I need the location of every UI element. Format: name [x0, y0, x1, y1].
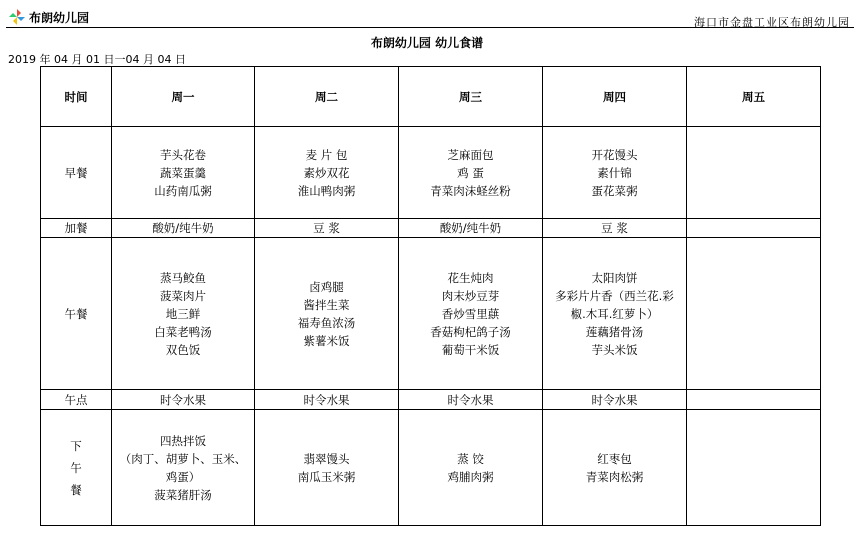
breakfast-wed [399, 127, 543, 219]
kindergarten-logo [8, 8, 89, 26]
afternoon-snack-thu [543, 390, 687, 410]
dish-item: 莲藕猪骨汤 [585, 324, 644, 339]
column-header-wed: 周三 [399, 67, 543, 127]
dish-item: （肉丁、胡萝卜、玉米、 [119, 451, 247, 466]
afternoon-snack-tue [255, 390, 399, 410]
breakfast-thu [543, 127, 687, 219]
dinner-mon [112, 410, 255, 526]
row-label-dinner-char: 下 [70, 438, 82, 453]
menu-table [40, 66, 821, 526]
dish-item: 素什锦 [597, 165, 632, 180]
date-range: 2019 年 04 月 01 日一04 月 04 日 [8, 53, 186, 66]
dish-item: 花生炖肉 [447, 270, 494, 285]
row-label-breakfast: 早餐 [41, 127, 112, 219]
snack-fri [687, 219, 821, 238]
dish-item: 素炒双花 [303, 165, 350, 180]
lunch-thu [543, 238, 687, 390]
dish-item: 香炒雪里蕻 [441, 306, 500, 321]
lunch-row [41, 238, 821, 390]
row-label-lunch: 午餐 [41, 238, 112, 390]
dish-item: 翡翠馒头 [303, 451, 350, 466]
dish-item: 香菇枸杞鸽子汤 [430, 324, 511, 339]
dish-item: 青菜肉沫蛏丝粉 [430, 183, 511, 198]
dish-item: 开花馒头 [591, 147, 638, 162]
dish-item: 麦 片 包 [305, 147, 348, 162]
row-label-snack: 加餐 [41, 219, 112, 238]
column-header-tue: 周二 [255, 67, 399, 127]
dish-item: 四热拌饭 [160, 433, 206, 448]
dish-item: 蔬菜蛋羹 [160, 165, 206, 180]
dish-item: 鸡蛋） [165, 469, 201, 484]
dish-item: 芝麻面包 [447, 147, 494, 162]
table-header-row [41, 67, 821, 127]
row-label-dinner-char: 午 [70, 460, 82, 475]
dish-item: 时令水果 [591, 392, 638, 407]
snack-mon [112, 219, 255, 238]
dinner-thu [543, 410, 687, 526]
column-header-fri: 周五 [687, 67, 821, 127]
dinner-row [41, 410, 821, 526]
dish-item: 酱拌生菜 [303, 297, 350, 312]
column-header-thu: 周四 [543, 67, 687, 127]
dish-item: 南瓜玉米粥 [297, 469, 356, 484]
afternoon-snack-fri [687, 390, 821, 410]
lunch-tue [255, 238, 399, 390]
dinner-tue [255, 410, 399, 526]
breakfast-fri [687, 127, 821, 219]
header-divider [6, 27, 854, 28]
breakfast-mon [112, 127, 255, 219]
dish-item: 淮山鸭肉粥 [297, 183, 356, 198]
snack-thu [543, 219, 687, 238]
dinner-fri [687, 410, 821, 526]
dish-item: 山药南瓜粥 [154, 183, 212, 198]
lunch-wed [399, 238, 543, 390]
page-title: 布朗幼儿园 幼儿食谱 [370, 36, 484, 50]
dish-item: 椒.木耳.红萝卜） [570, 306, 659, 321]
dish-item: 白菜老鸭汤 [154, 324, 212, 339]
dish-item: 芋头米饭 [591, 342, 638, 357]
dish-item: 时令水果 [303, 392, 350, 407]
dish-item: 豆 浆 [313, 221, 340, 235]
dish-item: 芋头花卷 [160, 147, 206, 162]
dish-item: 豆 浆 [601, 221, 628, 235]
pinwheel-logo-icon [8, 8, 26, 26]
dish-item: 卤鸡腿 [309, 279, 344, 294]
column-header-mon: 周一 [112, 67, 255, 127]
dish-item: 紫薯米饭 [303, 333, 350, 348]
row-label-dinner [41, 410, 112, 526]
snack-row [41, 219, 821, 238]
afternoon-snack-row [41, 390, 821, 410]
dish-item: 地三鲜 [165, 306, 201, 321]
dish-item: 福寿鱼浓汤 [297, 315, 356, 330]
dish-item: 蒸马鲛鱼 [160, 270, 206, 285]
dish-item: 青菜肉松粥 [585, 469, 644, 484]
dish-item: 葡萄干米饭 [441, 342, 500, 357]
dish-item: 菠菜猪肝汤 [154, 487, 212, 502]
breakfast-row [41, 127, 821, 219]
dish-item: 鸡脯肉粥 [447, 469, 494, 484]
dish-item: 时令水果 [447, 392, 494, 407]
lunch-fri [687, 238, 821, 390]
header-address: 海口市金盘工业区布朗幼儿园 [694, 16, 850, 29]
dish-item: 红枣包 [597, 451, 632, 466]
logo-text: 布朗幼儿园 [29, 10, 90, 25]
row-label-afternoon-snack: 午点 [41, 390, 112, 410]
afternoon-snack-mon [112, 390, 255, 410]
dish-item: 酸奶/纯牛奶 [439, 221, 502, 235]
dinner-wed [399, 410, 543, 526]
afternoon-snack-wed [399, 390, 543, 410]
lunch-mon [112, 238, 255, 390]
dish-item: 太阳肉饼 [591, 270, 638, 285]
dish-item: 肉末炒豆芽 [441, 288, 500, 303]
dish-item: 时令水果 [160, 392, 206, 407]
snack-tue [255, 219, 399, 238]
dish-item: 酸奶/纯牛奶 [152, 221, 214, 235]
dish-item: 双色饭 [165, 342, 201, 357]
dish-item: 菠菜肉片 [160, 288, 206, 303]
breakfast-tue [255, 127, 399, 219]
dish-item: 鸡 蛋 [457, 165, 484, 180]
dish-item: 蛋花菜粥 [591, 183, 638, 198]
column-header-time: 时间 [41, 67, 112, 127]
dish-item: 多彩片片香（西兰花.彩 [555, 288, 674, 303]
dish-item: 蒸 饺 [457, 451, 484, 466]
row-label-dinner-char: 餐 [70, 482, 82, 497]
snack-wed [399, 219, 543, 238]
